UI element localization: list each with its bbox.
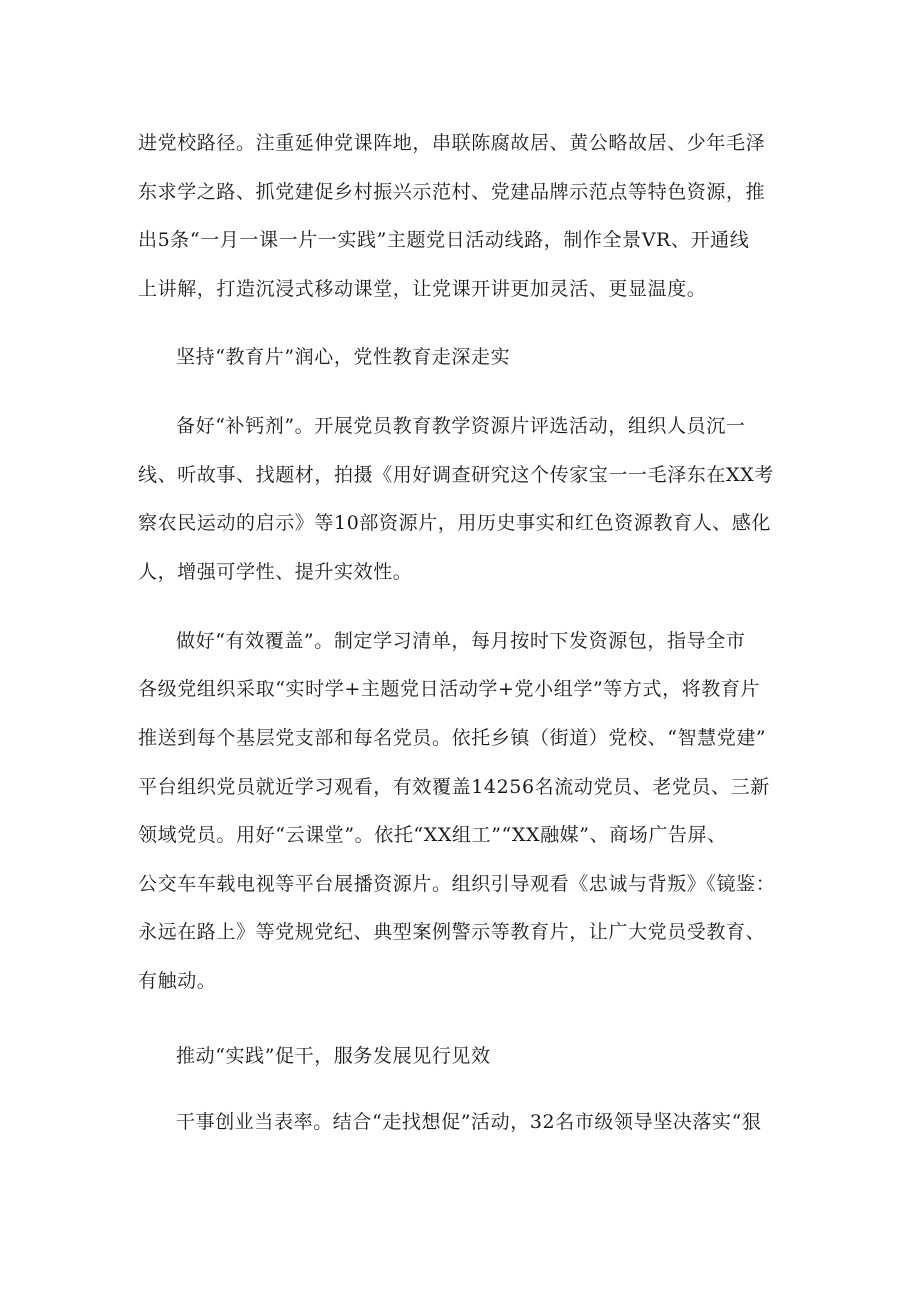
paragraph-line: 备好“补钙剂”。开展党员教育教学资源片评选活动，组织人员沉一 bbox=[176, 415, 746, 437]
paragraph-line: 公交车车载电视等平台展播资源片。组织引导观看《忠诚与背叛》《镜鉴： bbox=[138, 873, 776, 895]
paragraph-line: 察农民运动的启示》等10部资源片，用历史事实和红色资源教育人、感化 bbox=[138, 512, 771, 534]
paragraph-line: 出5条“一月一课一片一实践”主题党日活动线路，制作全景VR、开通线 bbox=[138, 229, 750, 251]
paragraph-line: 进党校路径。注重延伸党课阵地，串联陈腐故居、黄公略故居、少年毛泽 bbox=[138, 132, 766, 154]
paragraph-line: 东求学之路、抓党建促乡村振兴示范村、党建品牌示范点等特色资源，推 bbox=[138, 181, 766, 203]
paragraph-line: 线、听故事、找题材，拍摄《用好调查研究这个传家宝一一毛泽东在XX考 bbox=[138, 464, 774, 486]
paragraph-line: 干事创业当表率。结合“走找想促”活动，32名市级领导坚决落实“狠 bbox=[176, 1111, 762, 1133]
section-heading: 坚持“教育片”润心，党性教育走深走实 bbox=[176, 346, 511, 368]
paragraph-line: 各级党组织采取“实时学+主题党日活动学+党小组学”等方式，将教育片 bbox=[138, 678, 761, 700]
section-heading: 推动“实践”促干，服务发展见行见效 bbox=[176, 1045, 491, 1067]
paragraph-line: 领域党员。用好“云课堂”。依托“XX组工”“XX融媒”、商场广告屏、 bbox=[138, 824, 727, 846]
paragraph-line: 平台组织党员就近学习观看，有效覆盖14256名流动党员、老党员、三新 bbox=[138, 776, 770, 798]
paragraph-line: 人，增强可学性、提升实效性。 bbox=[138, 561, 413, 583]
paragraph-line: 永远在路上》等党规党纪、典型案例警示等教育片，让广大党员受教育、 bbox=[138, 921, 766, 943]
paragraph-line: 推送到每个基层党支部和每名党员。依托乡镇（街道）党校、“智慧党建” bbox=[138, 727, 767, 749]
paragraph-line: 做好“有效覆盖”。制定学习清单，每月按时下发资源包，指导全市 bbox=[176, 630, 746, 652]
paragraph-line: 有触动。 bbox=[138, 970, 217, 992]
paragraph-line: 上讲解，打造沉浸式移动课堂，让党课开讲更加灵活、更显温度。 bbox=[138, 278, 707, 300]
